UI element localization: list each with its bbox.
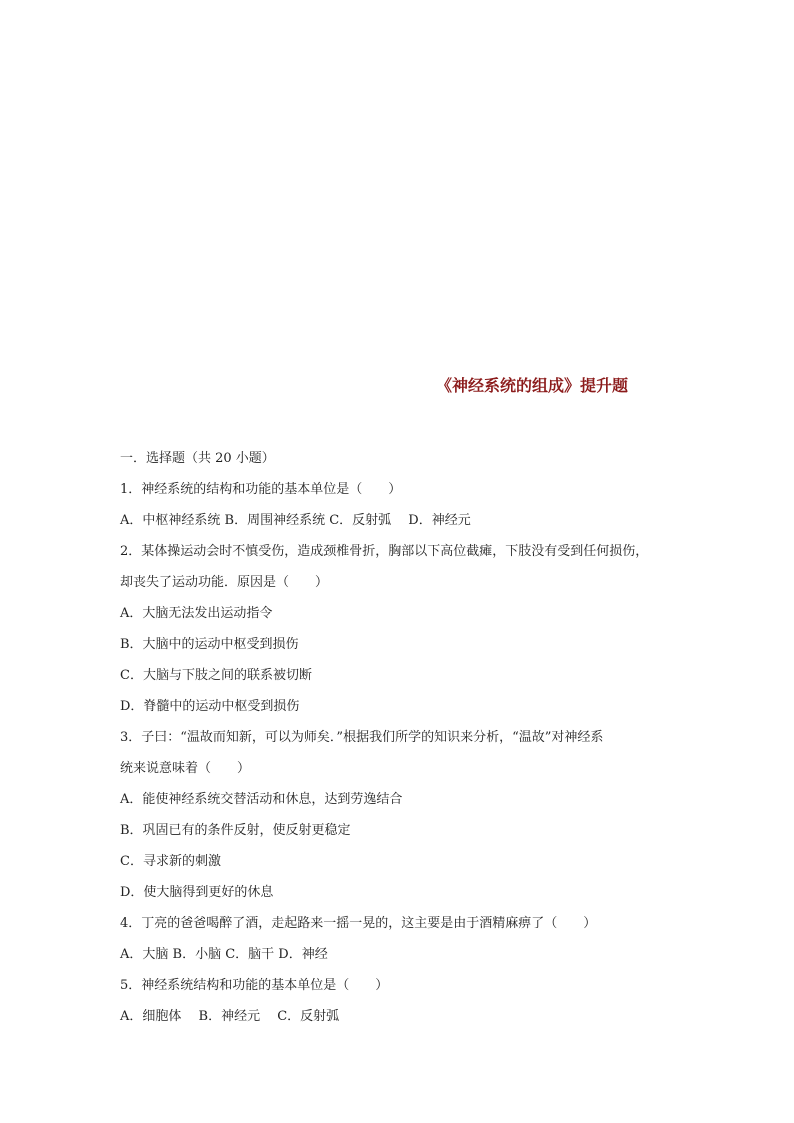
option-d: D．脊髓中的运动中枢受到损伤	[120, 699, 300, 714]
option-a: A．能使神经系统交替活动和休息，达到劳逸结合	[120, 792, 403, 807]
option-d: D．使大脑得到更好的休息	[120, 885, 274, 900]
option-b: B．巩固已有的条件反射，使反射更稳定	[120, 823, 351, 838]
question-list	[120, 443, 680, 1032]
option-c: C．大脑与下肢之间的联系被切断	[120, 668, 312, 683]
question-options: A．中枢神经系统 B．周围神经系统 C．反射弧 D．神经元	[120, 513, 471, 528]
option-a: A．大脑无法发出运动指令	[120, 606, 273, 621]
question-text: 1．神经系统的结构和功能的基本单位是（ ）	[120, 482, 402, 497]
option-b: B．大脑中的运动中枢受到损伤	[120, 637, 299, 652]
question-text: 4．丁亮的爸爸喝醉了酒，走起路来一摇一晃的，这主要是由于酒精麻痹了（ ）	[120, 916, 597, 931]
question-1	[120, 474, 680, 536]
document-title: 《神经系统的组成》提升题	[436, 376, 629, 395]
question-4	[120, 908, 680, 970]
question-text: 3．子曰：“温故而知新，可以为师矣．”根据我们所学的知识来分析，“温故”对神经系	[120, 730, 604, 745]
question-text: 统来说意味着（ ）	[120, 761, 251, 776]
question-3	[120, 722, 680, 908]
option-c: C．寻求新的刺激	[120, 854, 221, 869]
section-header: 一．选择题（共 20 小题）	[120, 451, 275, 466]
question-options: A．大脑 B．小脑 C．脑干 D．神经	[120, 947, 328, 962]
question-text: 2．某体操运动会时不慎受伤，造成颈椎骨折，胸部以下高位截瘫，下肢没有受到任何损伤，	[120, 544, 649, 559]
question-5	[120, 970, 680, 1032]
question-text: 却丧失了运动功能．原因是（ ）	[120, 575, 329, 590]
question-options: A．细胞体 B．神经元 C．反射弧	[120, 1009, 340, 1024]
question-text: 5．神经系统结构和功能的基本单位是（ ）	[120, 978, 389, 993]
question-2	[120, 536, 680, 722]
